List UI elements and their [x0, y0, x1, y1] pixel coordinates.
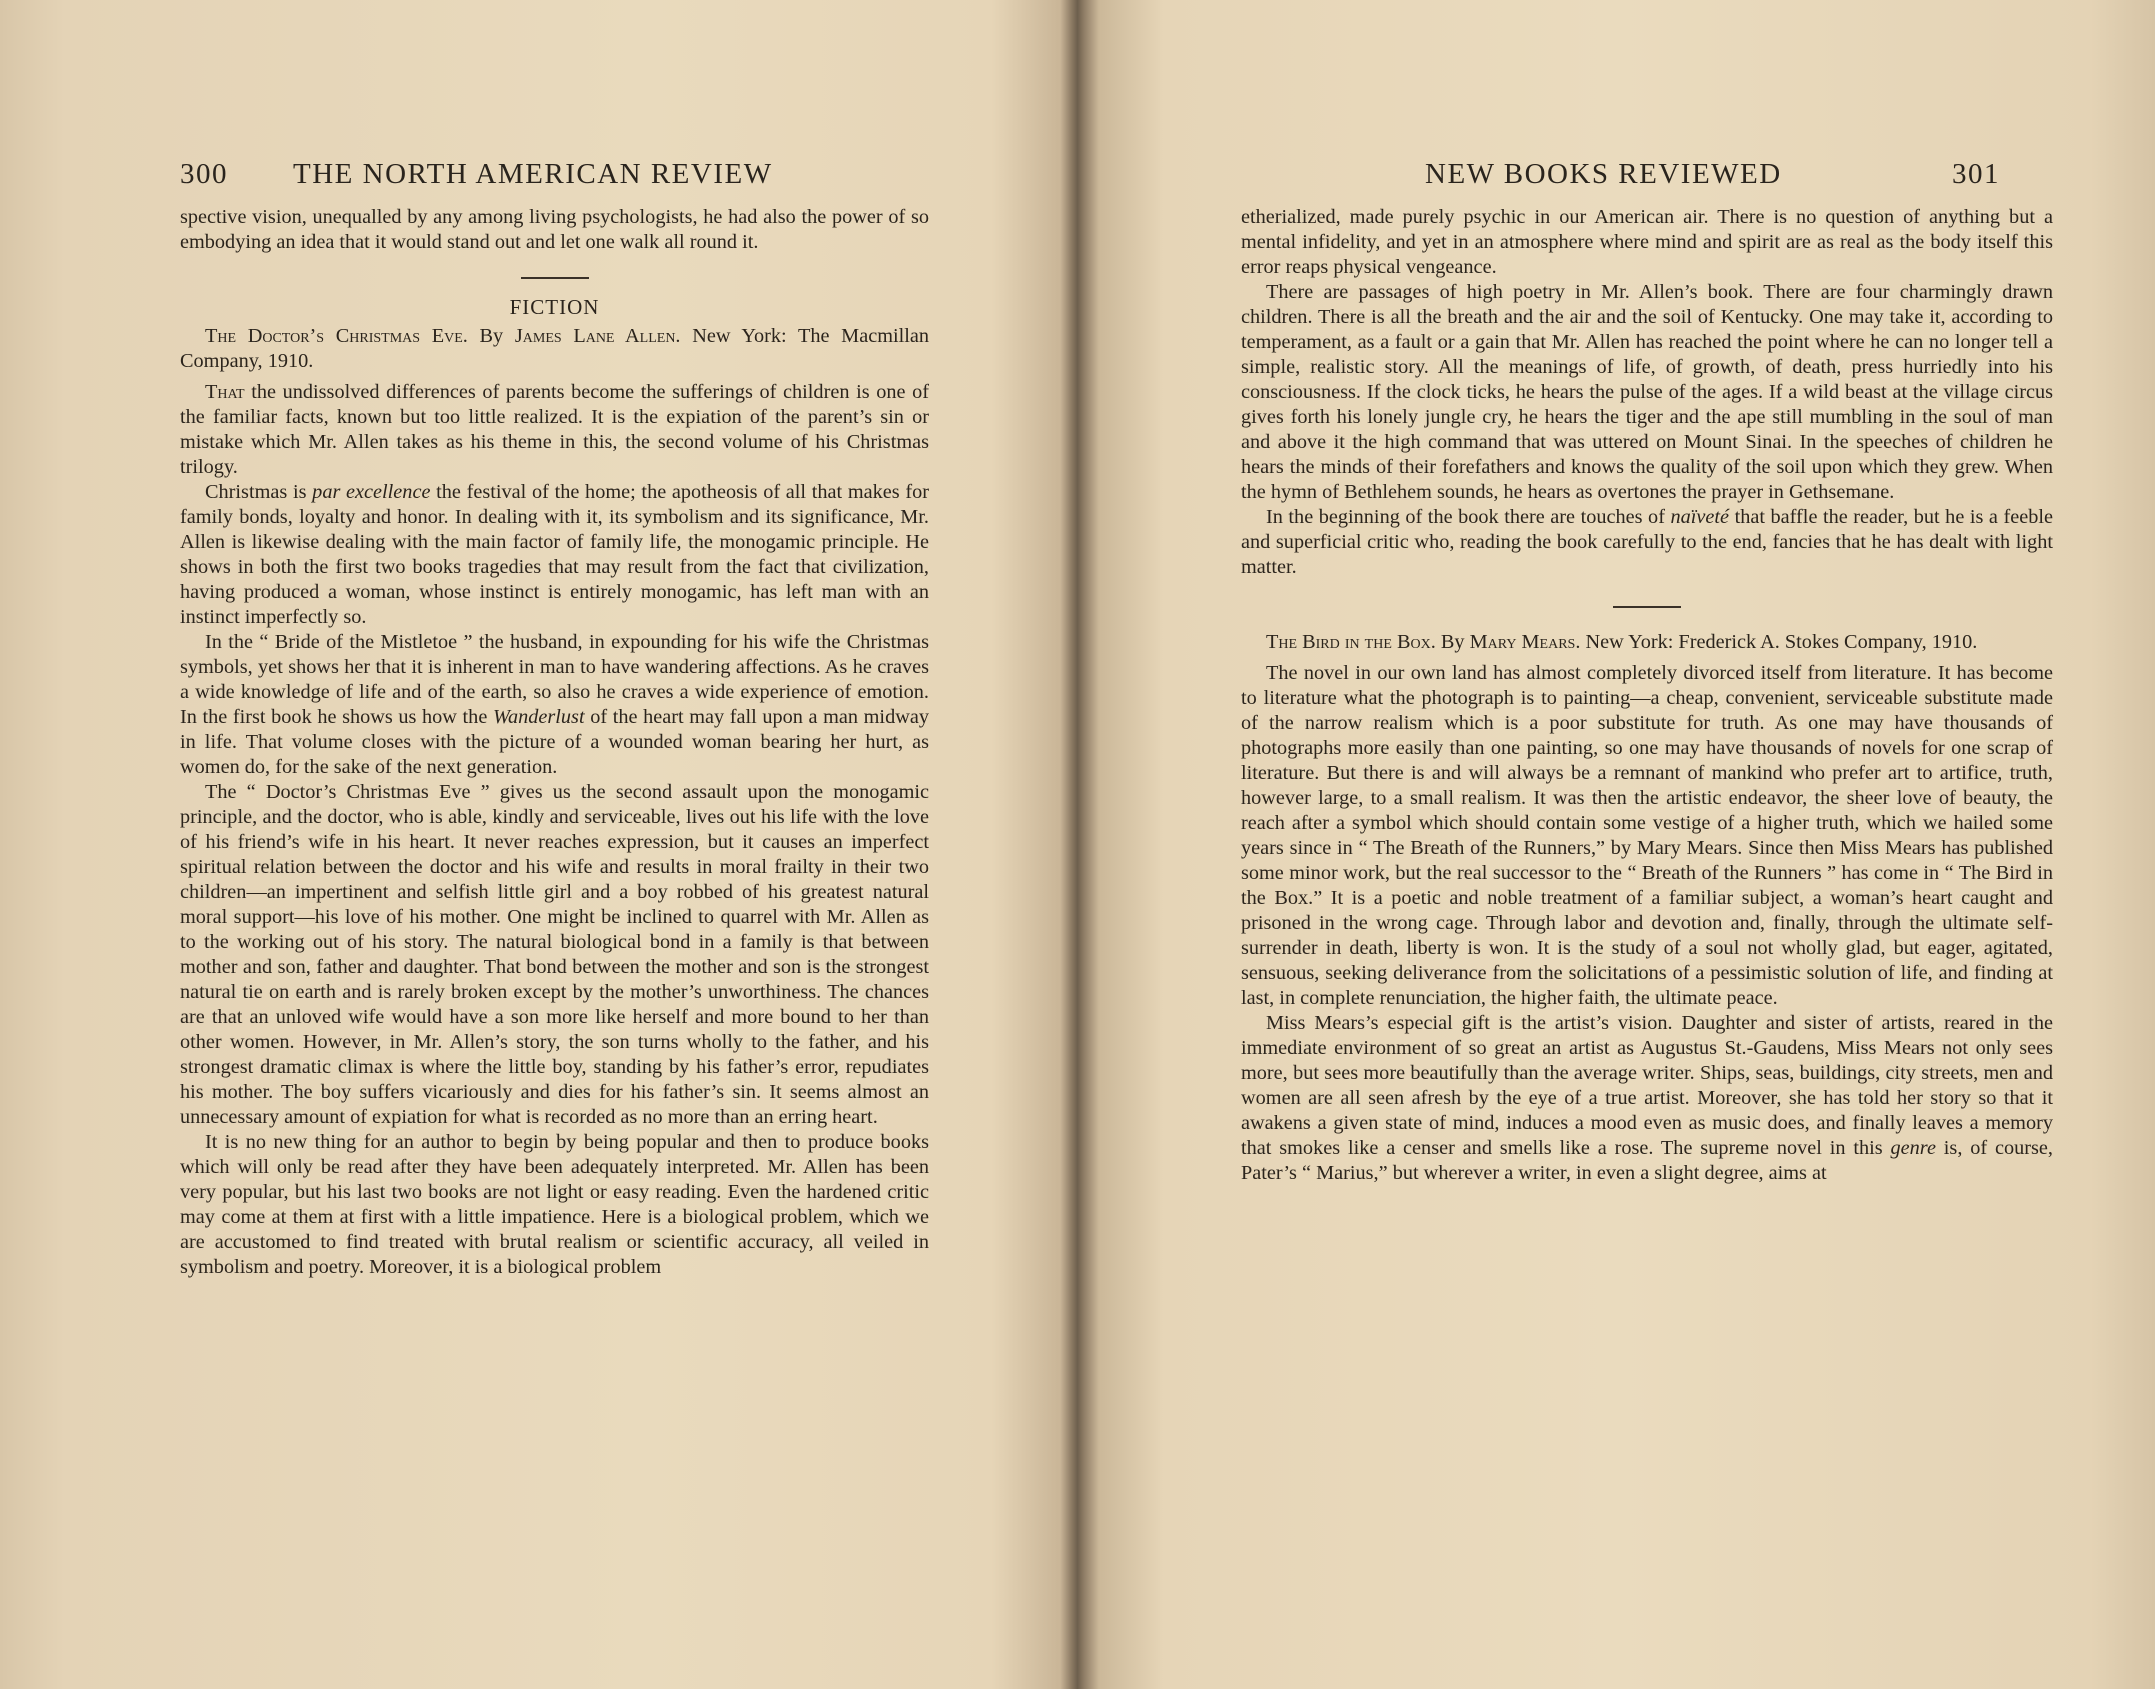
- body-paragraph: It is no new thing for an author to begin by being popular and then to produce books which will only be read after they have been adequately interpreted. Mr. Allen has been very popular, but his last two books are not light or easy reading. Even the hardened critic may come at them at first with a little impatience. Here is a biological problem, which we are accustomed to find treated with brutal realism or scientific accuracy, all veiled in symbolism and poetry. Moreover, it is a biological problem: [180, 1131, 929, 1278]
- right-running-head: NEW BOOKS REVIEWED: [1425, 158, 1782, 190]
- by-label: By: [1440, 631, 1465, 653]
- paragraph-text: of the heart may fall upon a man midway in life. That volume closes with the picture of a wounded woman bearing her hurt, as women do, for the sake of the next generation.: [180, 706, 929, 778]
- by-label: By: [479, 325, 504, 347]
- left-running-head: THE NORTH AMERICAN REVIEW: [293, 158, 773, 190]
- italic-phrase: genre: [1890, 1137, 1936, 1159]
- right-page-body: [1241, 205, 2053, 1186]
- body-paragraph: [180, 480, 929, 630]
- right-page-number: 301: [1952, 158, 2000, 190]
- body-paragraph: [1241, 505, 2053, 580]
- review-heading-bird-in-the-box: [1241, 630, 2053, 655]
- paragraph-text: the undissolved differences of parents become the sufferings of children is one of the familiar facts, known but too little realized. It is the expiation of the parent’s sin or mistake which Mr. Allen takes as his theme in this, the second volume of his Christmas trilogy.: [180, 381, 929, 478]
- left-lead-paragraph: spective vision, unequalled by any among living psychologists, he had also the power of so embodying an idea that it would stand out and let one walk all round it.: [180, 206, 929, 253]
- left-page-number: 300: [180, 158, 228, 190]
- body-paragraph: The novel in our own land has almost completely divorced itself from literature. It has become to literature what the photograph is to painting—a cheap, convenient, serviceable substitute made of the narrow realism which is a poor substitute for truth. As one may have thousands of photographs more easily than one painting, so one may have thousands of novels for one scrap of literature. But there is and will always be a remnant of mankind who prefer art to artifice, truth, however large, to a small realism. It was then the artistic endeavor, the sheer love of beauty, the reach after a symbol which should contain some vestige of a higher truth, which we hailed some years since in “ The Breath of the Runners,” by Mary Mears. Since then Miss Mears has published some minor work, but the real successor to the “ Breath of the Runners ” has come in “ The Bird in the Box.” It is a poetic and noble treatment of a familiar subject, a woman’s heart caught and prisoned in the wrong cage. Through labor and devotion and, finally, through the ultimate self-surrender in death, liberty is won. It is the study of a soul not wholly glad, but eager, agitated, sensuous, seeking deliverance from the solicitations of a pessimistic solution of life, and finding at last, in complete renunciation, the higher faith, the ultimate peace.: [1241, 662, 2053, 1009]
- review-divider: [1613, 606, 1681, 608]
- paragraph-text: that baffle the reader, but he is a feeble and superficial critic who, reading the book carefully to the end, fancies that he has dealt with light matter.: [1241, 506, 2053, 578]
- body-paragraph: The “ Doctor’s Christmas Eve ” gives us the second assault upon the monogamic principle, and the doctor, who is able, kindly and serviceable, lives out his life with the love of his friend’s wife in his heart. It never reaches expression, but it causes an imperfect spiritual relation between the doctor and his wife and results in moral frailty in their two children—an impertinent and selfish little girl and a boy robbed of his greatest natural moral support—his love of his mother. One might be inclined to quarrel with Mr. Allen as to the working out of his story. The natural biological bond in a family is that between mother and son, father and daughter. That bond between the mother and son is the strongest natural tie on earth and is rarely broken except by the mother’s unworthiness. The chances are that an unloved wife would have a son more like herself and more bound to her than other women. However, in Mr. Allen’s story, the son turns wholly to the father, and his strongest dramatic climax is where the little boy, standing by his father’s error, repudiates his mother. The boy suffers vicariously and dies for his father’s sin. It seems almost an unnecessary amount of expiation for what is recorded as no more than an erring heart.: [180, 781, 929, 1128]
- body-paragraph: [180, 630, 929, 780]
- italic-phrase: Wanderlust: [492, 706, 585, 728]
- paragraph-text: is, of course, Pater’s “ Marius,” but wherever a writer, in even a slight degree, aims at: [1241, 1137, 2053, 1184]
- body-paragraph: [180, 380, 929, 480]
- paragraph-text: In the “ Bride of the Mistletoe ” the husband, in expounding for his wife the Christmas symbols, yet shows her that it is inherent in man to have wandering affections. As he craves a wide knowledge of life and of the earth, so also he craves a wide experience of emotion. In the first book he shows us how the: [180, 631, 929, 728]
- author-name: James Lane Allen.: [514, 325, 681, 347]
- italic-phrase: par excellence: [312, 481, 431, 503]
- publisher-info: New York: Frederick A. Stokes Company, 1910.: [1585, 631, 1978, 653]
- left-page: [0, 0, 1063, 1689]
- body-paragraph: There are passages of high poetry in Mr. Allen’s book. There are four charmingly drawn children. There is all the breath and the air and the soil of Kentucky. One may take it, according to temperament, as a fault or a gain that Mr. Allen has reached the point where he can no longer tell a simple, realistic story. All the meanings of life, of growth, of death, press hurriedly into his consciousness. If the clock ticks, he hears the pulse of the ages. If a wild beast at the village circus gives forth his lonely jungle cry, he hears the tiger and the ape still mumbling in the soul of man and above it the high command that was uttered on Mount Sinai. In the speeches of children he hears the minds of their forefathers and knows the quality of the soil upon which they grew. When the hymn of Bethlehem sounds, he hears as overtones the prayer in Gethsemane.: [1241, 281, 2053, 503]
- paragraph-text: Christmas is: [205, 481, 313, 503]
- section-divider: [521, 277, 589, 279]
- left-page-body: [180, 205, 929, 1280]
- review-heading-doctors-christmas-eve: [180, 324, 929, 374]
- right-lead-paragraph: etherialized, made purely psychic in our American air. There is no question of anything but a mental infidelity, and yet in an atmosphere where mind and spirit are as real as the body itself this error reaps physical vengeance.: [1241, 206, 2053, 278]
- paragraph-text: the festival of the home; the apotheosis of all that makes for family bonds, loyalty and honor. In dealing with it, its symbolism and its significance, Mr. Allen is likewise dealing with the main factor of family life, the monogamic principle. He shows in both the first two books tragedies that may result from the fact that civilization, having produced a woman, whose instinct is entirely monogamic, has left man with an instinct imperfectly so.: [180, 481, 929, 628]
- section-title-fiction: FICTION: [509, 295, 600, 319]
- right-page: [1063, 0, 2155, 1689]
- paragraph-text: Miss Mears’s especial gift is the artist’s vision. Daughter and sister of artists, reared in the immediate environment of so great an artist as Augustus St.-Gaudens, Miss Mears not only sees more, but sees more beautifully than the average writer. Ships, seas, buildings, city streets, men and women are all seen afresh by the eye of a true artist. Moreover, she has told her story so that it awakens a given state of mind, induces a mood even as music does, and finally leaves a memory that smokes like a censer and smells like a rose. The supreme novel in this: [1241, 1012, 2053, 1159]
- paragraph-lead-word: That: [205, 381, 245, 403]
- body-paragraph: [1241, 1011, 2053, 1186]
- italic-phrase: naïveté: [1670, 506, 1730, 528]
- author-name: Mary Mears.: [1469, 631, 1581, 653]
- book-title: The Bird in the Box.: [1266, 631, 1436, 653]
- paragraph-text: In the beginning of the book there are touches of: [1266, 506, 1671, 528]
- publisher-info: New York: The Macmillan Company, 1910.: [180, 325, 930, 372]
- book-title: The Doctor’s Christmas Eve.: [205, 325, 468, 347]
